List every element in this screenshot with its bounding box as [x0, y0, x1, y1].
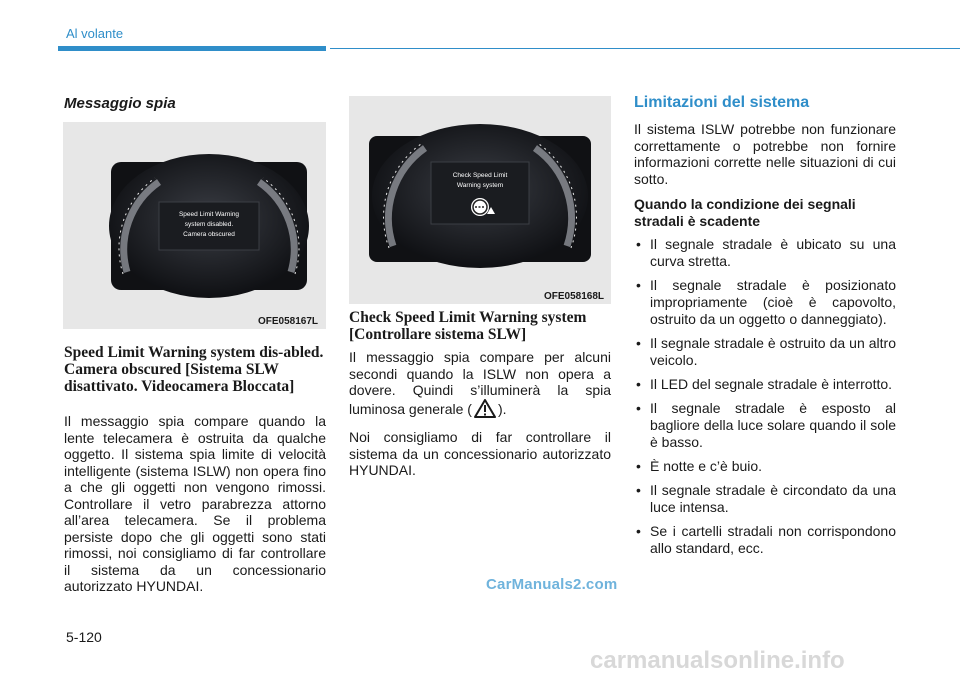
- cluster-illustration-2: [349, 96, 611, 304]
- right-title: Limitazioni del sistema: [634, 94, 810, 111]
- list-item: • È notte e c’è buio.: [634, 458, 896, 475]
- footer-watermark: carmanualsonline.info: [590, 647, 845, 674]
- list-item: • Il segnale stradale è ubicato su una curva stretta.: [634, 236, 896, 270]
- middle-paragraph-1: Il messaggio spia compare per alcuni secondi quando la ISLW non opera a dovere. Quindi s’illuminerà la spia luminosa generale ( ).: [349, 349, 611, 421]
- header-rule-thin: [330, 48, 960, 49]
- left-heading: Speed Limit Warning system dis-abled. Camera obscured [Sistema SLW disattivato. Videocamera Bloccata]: [64, 344, 324, 395]
- right-intro: Il sistema ISLW potrebbe non funzionare correttamente o potrebbe non fornire informazioni corrette nelle situazioni di cui sotto.: [634, 121, 896, 187]
- right-subhead: Quando la condizione dei segnali stradali è scadente: [634, 196, 856, 229]
- watermark-text: CarManuals2.com: [486, 576, 618, 593]
- middle-heading: Check Speed Limit Warning system [Controllare sistema SLW]: [349, 309, 587, 343]
- list-item: • Se i cartelli stradali non corrispondono allo standard, ecc.: [634, 523, 896, 557]
- limitations-list: [634, 236, 896, 557]
- left-body-paragraph: Il messaggio spia compare quando la lente telecamera è ostruita da qualche oggetto. Il sistema spia limite di velocità intelligente (sistema ISLW) non opera fino a che gli oggetti non vengono rimossi. Controllare il vetro parabrezza attorno all’area telecamera. Se il problema persiste dopo che gli oggetti sono stati rimossi, noi consigliamo di far controllare il sistema da un concessionario autorizzato HYUNDAI.: [64, 413, 326, 594]
- list-item: • Il segnale stradale è ostruito da un altro veicolo.: [634, 335, 896, 369]
- left-body: [64, 413, 326, 603]
- warning-triangle-icon: [474, 399, 496, 422]
- middle-body: [349, 349, 611, 487]
- figure-camera-obscured: [63, 122, 326, 329]
- screen2-line-1: Check Speed Limit: [452, 172, 508, 179]
- page-number: 5-120: [66, 629, 102, 645]
- left-title: Messaggio spia: [64, 95, 176, 112]
- screen-line-2: system disabled.: [184, 221, 234, 228]
- right-content: [634, 121, 896, 564]
- screen-line-3: Camera obscured: [183, 231, 235, 238]
- figure-check-system: [349, 96, 611, 304]
- header-rule-thick: [58, 46, 326, 51]
- middle-paragraph-2: Noi consigliamo di far controllare il sistema da un concessionario autorizzato HYUNDAI.: [349, 429, 611, 478]
- cluster-illustration-1: [63, 122, 326, 329]
- section-header: Al volante: [66, 26, 124, 41]
- list-item: • Il segnale stradale è posizionato impropriamente (cioè è capovolto, ostruito da un oggetto o danneggiato).: [634, 277, 896, 328]
- figure-code-2: OFE058168L: [544, 291, 605, 302]
- list-item: • Il LED del segnale stradale è interrotto.: [634, 376, 896, 393]
- figure-code-1: OFE058167L: [258, 316, 319, 327]
- screen2-line-2: Warning system: [456, 182, 504, 189]
- list-item: • Il segnale stradale è esposto al bagliore della luce solare quando il sole è basso.: [634, 400, 896, 451]
- screen-line-1: Speed Limit Warning: [178, 211, 240, 218]
- list-item: • Il segnale stradale è circondato da una luce intensa.: [634, 482, 896, 516]
